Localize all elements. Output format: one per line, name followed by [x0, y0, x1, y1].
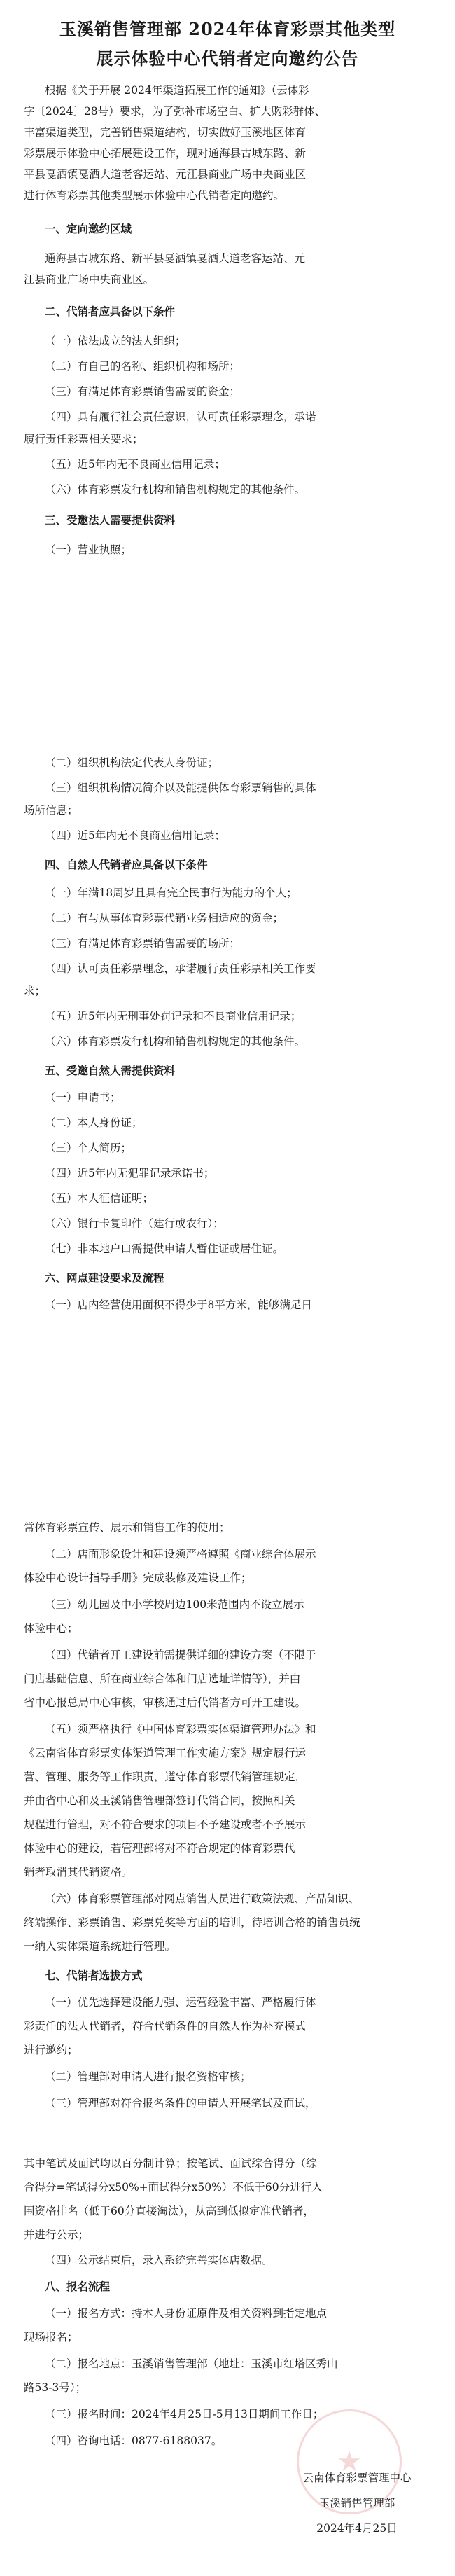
title-line-1: 玉溪销售管理部 2024年体育彩票其他类型 [59, 19, 396, 39]
body-line: 并进行公示； [24, 2229, 90, 2241]
title-line-2: 展示体验中心代销者定向邀约公告 [96, 48, 359, 69]
body-line: （一）依法成立的法人组织； [45, 335, 186, 347]
section-heading: 一、定向邀约区域 [45, 222, 132, 235]
body-line: （五）近5年内无不良商业信用记录； [45, 458, 225, 471]
body-line: 履行责任彩票相关要求； [24, 433, 144, 445]
body-line: （三）幼儿园及中小学校周边100米范围内不设立展示 [45, 1598, 304, 1611]
body-line: 并由省中心和及玉溪销售管理部签订代销合同，按照相关 [24, 1794, 295, 1807]
body-line: 路53-3号）； [24, 2381, 87, 2394]
body-line: 江县商业广场中央商业区。 [24, 273, 155, 286]
body-line: （二）本人身份证； [45, 1116, 143, 1129]
body-line: 现场报名； [24, 2331, 78, 2343]
body-line: （七）非本地户口需提供申请人暂住证或居住证。 [45, 1242, 284, 1255]
body-line: （三）有满足体育彩票销售需要的资金； [45, 385, 241, 398]
section-heading: 八、报名流程 [45, 2280, 111, 2293]
seal-star-icon: ★ [337, 2446, 362, 2478]
body-line: （六）银行卡复印件（建行或农行）； [45, 1217, 224, 1230]
body-line: （三）个人简历； [45, 1142, 132, 1154]
body-line: 门店基础信息、所在商业综合体和门店选址详情等），并由 [24, 1673, 301, 1685]
body-line: 体验中心设计指导手册》完成装修及建设工作； [24, 1572, 252, 1584]
body-line: 通海县古城东路、新平县戛洒镇戛洒大道老客运站、元 [45, 252, 306, 265]
section-heading: 二、代销者应具备以下条件 [45, 305, 176, 318]
body-line: 一纳入实体渠道系统进行管理。 [24, 1940, 176, 1953]
body-line: （六）体育彩票管理部对网点销售人员进行政策法规、产品知识、 [45, 1892, 360, 1905]
body-line: （六）体育彩票发行机构和销售机构规定的其他条件。 [45, 1035, 306, 1048]
body-line: 省中心报总局中心审核，审核通过后代销者方可开工建设。 [24, 1696, 307, 1709]
body-line: 彩票展示体验中心拓展建设工作，现对通海县古城东路、新 [24, 147, 307, 160]
body-line: 营、管理、服务等工作职责，遵守体育彩票代销管理规定， [24, 1771, 307, 1783]
body-line: 彩责任的法人代销者，符合代销条件的自然人作为补充模式 [24, 2020, 307, 2033]
body-line: （四）近5年内无犯罪记录承诺书； [45, 1167, 215, 1179]
body-line: （一）年满18周岁且具有完全民事行为能力的个人； [45, 887, 298, 899]
body-line: （一）营业执照； [45, 543, 132, 556]
body-line: 平县戛洒镇戛洒大道老客运站、元江县商业广场中央商业区 [24, 168, 307, 181]
body-line: （五）本人征信证明； [45, 1192, 154, 1205]
body-line: （二）管理部对申请人进行报名资格审核； [45, 2070, 251, 2083]
body-line: （一）优先选择建设能力强、运营经验丰富、严格履行体 [45, 1996, 316, 2009]
section-heading: 五、受邀自然人需提供资料 [45, 1064, 176, 1077]
body-line: （三）组织机构情况简介以及能提供体育彩票销售的具体 [45, 782, 316, 794]
body-line: （四）近5年内无不良商业信用记录； [45, 829, 225, 842]
body-line: （五）近5年内无刑事处罚记录和不良商业信用记录； [45, 1010, 302, 1023]
body-line: 根据《关于开展 2024年渠道拓展工作的通知》（云体彩 [45, 84, 309, 97]
body-line: （四）咨询电话：0877-6188037。 [45, 2435, 223, 2447]
body-line: （二）有与从事体育彩票代销业务相适应的资金； [45, 912, 284, 925]
section-heading: 四、自然人代销者应具备以下条件 [45, 858, 208, 871]
body-line: 终端操作、彩票销售、彩票兑奖等方面的培训，待培训合格的销售员统 [24, 1916, 360, 1929]
body-line: 合得分=笔试得分x50%+面试得分x50%）不低于60分进行入 [24, 2181, 323, 2194]
body-line: 场所信息； [24, 804, 78, 817]
body-line: 《云南省体育彩票实体渠道管理工作实施方案》规定履行运 [24, 1747, 307, 1759]
body-line: （三）有满足体育彩票销售需要的场所； [45, 937, 241, 950]
body-line: （四）代销者开工建设前需提供详细的建设方案（不限于 [45, 1649, 316, 1661]
body-line: （一）店内经营使用面积不得少于8平方米，能够满足日 [45, 1299, 312, 1311]
body-line: （一）申请书； [45, 1091, 121, 1104]
section-heading: 三、受邀法人需要提供资料 [45, 513, 176, 527]
section-heading: 六、网点建设要求及流程 [45, 1271, 164, 1284]
body-line: 销者取消其代销资格。 [24, 1866, 133, 1878]
body-line: （二）报名地点：玉溪销售管理部（地址：玉溪市红塔区秀山 [45, 2357, 338, 2370]
body-line: 字〔2024〕28号）要求，为了弥补市场空白、扩大购彩群体、 [24, 105, 326, 118]
body-line: （三）管理部对符合报名条件的申请人开展笔试及面试， [45, 2097, 316, 2110]
signature-org1: 云南体育彩票管理中心 [302, 2472, 412, 2484]
body-line: 进行体育彩票其他类型展示体验中心代销者定向邀约。 [24, 189, 285, 202]
body-line: 求； [24, 985, 46, 997]
body-line: （二）店面形象设计和建设须严格遵照《商业综合体展示 [45, 1548, 316, 1560]
body-line: 围资格排名（低于60分直接淘汰），从高到低拟定准代销者， [24, 2205, 314, 2217]
body-line: （一）报名方式：持本人身份证原件及相关资料到指定地点 [45, 2307, 328, 2320]
body-line: 体验中心； [24, 1622, 78, 1635]
body-line: 进行邀约； [24, 2044, 78, 2056]
body-line: （六）体育彩票发行机构和销售机构规定的其他条件。 [45, 483, 306, 496]
body-line: （五）须严格执行《中国体育彩票实体渠道管理办法》和 [45, 1723, 316, 1736]
body-line: （三）报名时间：2024年4月25日-5月13日期间工作日； [45, 2408, 324, 2421]
signature-date: 2024年4月25日 [316, 2522, 398, 2535]
body-line: （二）有自己的名称、组织机构和场所； [45, 360, 241, 373]
signature-org2: 玉溪销售管理部 [318, 2497, 396, 2509]
body-line: 其中笔试及面试均以百分制计算；按笔试、面试综合得分（综 [24, 2157, 317, 2170]
body-line: 体验中心的建设，若管理部将对不符合规定的体育彩票代 [24, 1842, 295, 1855]
body-line: （四）认可责任彩票理念，承诺履行责任彩票相关工作要 [45, 962, 316, 975]
section-heading: 七、代销者选拔方式 [45, 1969, 143, 1982]
body-line: （二）组织机构法定代表人身份证； [45, 756, 219, 769]
body-line: （四）具有履行社会责任意识，认可责任彩票理念，承诺 [45, 410, 316, 423]
body-line: 常体育彩票宣传、展示和销售工作的使用； [24, 1521, 230, 1534]
body-line: 规程进行管理，对不符合要求的项目不予建设或者不予展示 [24, 1818, 307, 1831]
body-line: 丰富渠道类型，完善销售渠道结构，切实做好玉溪地区体育 [24, 126, 307, 139]
body-line: （四）公示结束后，录入系统完善实体店数据。 [45, 2254, 273, 2266]
